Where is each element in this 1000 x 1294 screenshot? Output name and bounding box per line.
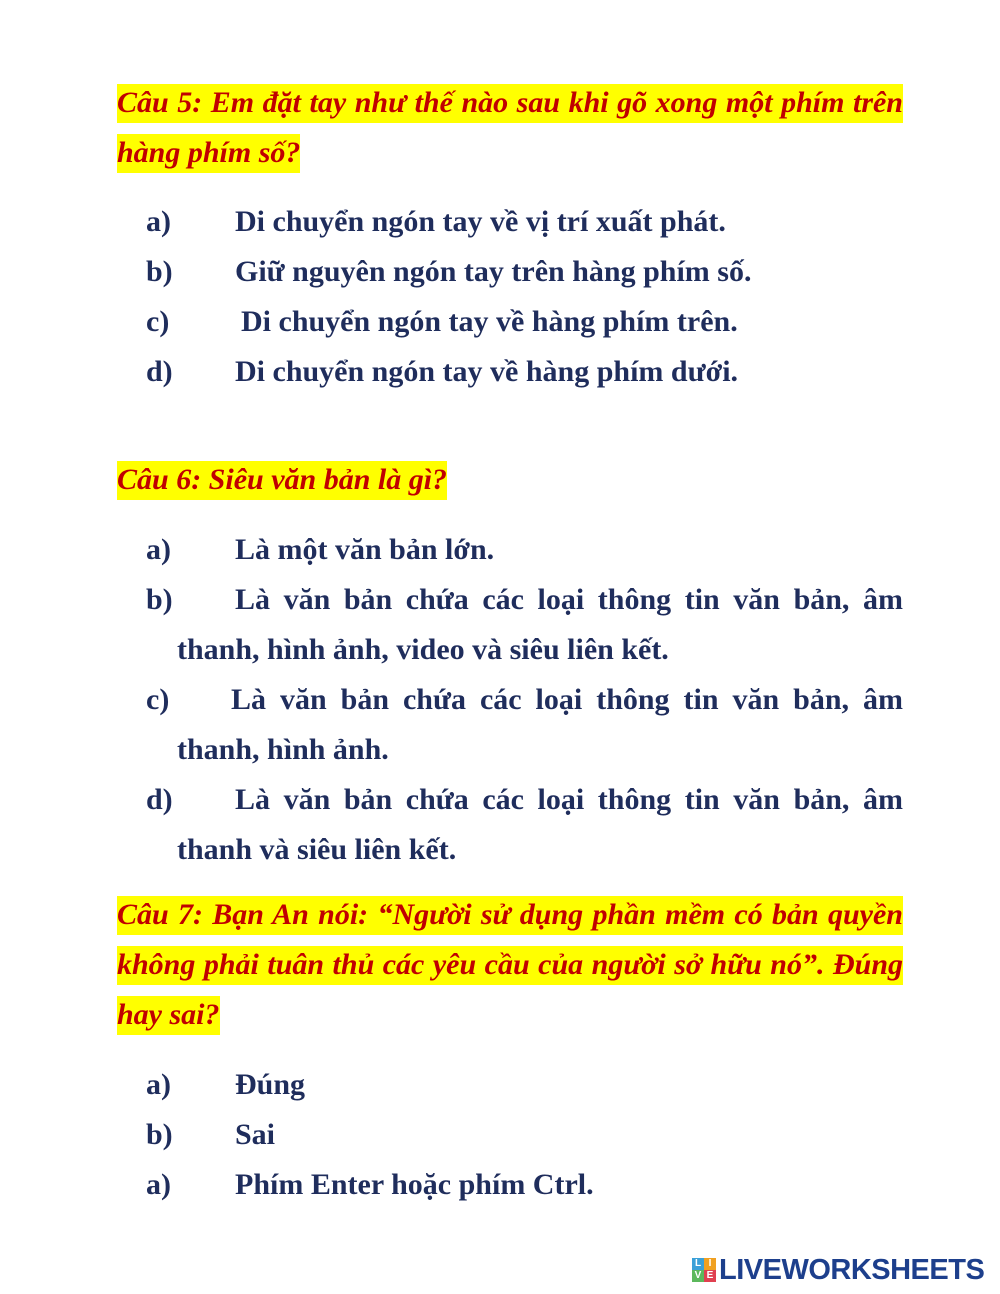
question-6-title — [117, 455, 903, 505]
answer-option[interactable] — [0, 775, 1000, 875]
answer-letter: d) — [146, 355, 173, 388]
answer-text: Giữ nguyên ngón tay trên hàng phím số. — [235, 255, 752, 288]
question-6-answers — [0, 525, 1000, 875]
answer-option[interactable] — [0, 525, 1000, 575]
answer-option[interactable] — [0, 1110, 1000, 1160]
answer-text: Là một văn bản lớn. — [235, 533, 495, 566]
answer-text: Là văn bản chứa các loại thông tin văn bản, âm thanh và siêu liên kết. — [177, 783, 903, 866]
answer-text: Di chuyển ngón tay về hàng phím trên. — [241, 305, 738, 338]
question-7-answers — [0, 1060, 1000, 1210]
answer-option[interactable] — [0, 297, 1000, 347]
answer-option[interactable] — [0, 575, 1000, 675]
answer-option[interactable] — [0, 1060, 1000, 1110]
question-6-highlight: Câu 6: Siêu văn bản là gì? — [117, 461, 447, 500]
answer-option[interactable] — [0, 247, 1000, 297]
answer-option[interactable] — [0, 1160, 1000, 1210]
answer-letter: b) — [146, 255, 173, 288]
logo-text: LIVEWORKSHEETS — [719, 1253, 985, 1286]
answer-option[interactable] — [0, 347, 1000, 397]
question-5-answers — [0, 197, 1000, 397]
liveworksheets-logo[interactable] — [692, 1253, 984, 1287]
answer-text: Là văn bản chứa các loại thông tin văn bản, âm thanh, hình ảnh. — [177, 683, 903, 766]
answer-text: Phím Enter hoặc phím Ctrl. — [235, 1168, 594, 1201]
answer-text: Sai — [235, 1118, 276, 1151]
answer-text: Di chuyển ngón tay về vị trí xuất phát. — [235, 205, 726, 238]
answer-letter: b) — [146, 583, 173, 616]
answer-option[interactable] — [0, 675, 1000, 775]
answer-letter: b) — [146, 1118, 173, 1151]
question-5-highlight: Câu 5: Em đặt tay như thế nào sau khi gõ xong một phím trên hàng phím số? — [117, 84, 903, 173]
answer-letter: a) — [146, 533, 171, 566]
answer-letter: a) — [146, 1068, 171, 1101]
question-7-title — [117, 890, 903, 1040]
answer-letter: a) — [146, 1168, 171, 1201]
answer-option[interactable] — [0, 197, 1000, 247]
question-7-highlight: Câu 7: Bạn An nói: “Người sử dụng phần mềm có bản quyền không phải tuân thủ các yêu cầu của người sở hữu nó”. Đúng hay sai? — [117, 896, 903, 1035]
answer-letter: c) — [146, 305, 170, 338]
answer-letter: d) — [146, 783, 173, 816]
answer-text: Di chuyển ngón tay về hàng phím dưới. — [235, 355, 739, 388]
question-5-title — [117, 78, 903, 178]
answer-text: Đúng — [235, 1068, 306, 1101]
answer-letter: c) — [146, 683, 170, 716]
answer-text: Là văn bản chứa các loại thông tin văn bản, âm thanh, hình ảnh, video và siêu liên kết. — [177, 583, 903, 666]
answer-letter: a) — [146, 205, 171, 238]
logo-mark-icon: L I V E — [692, 1258, 716, 1282]
